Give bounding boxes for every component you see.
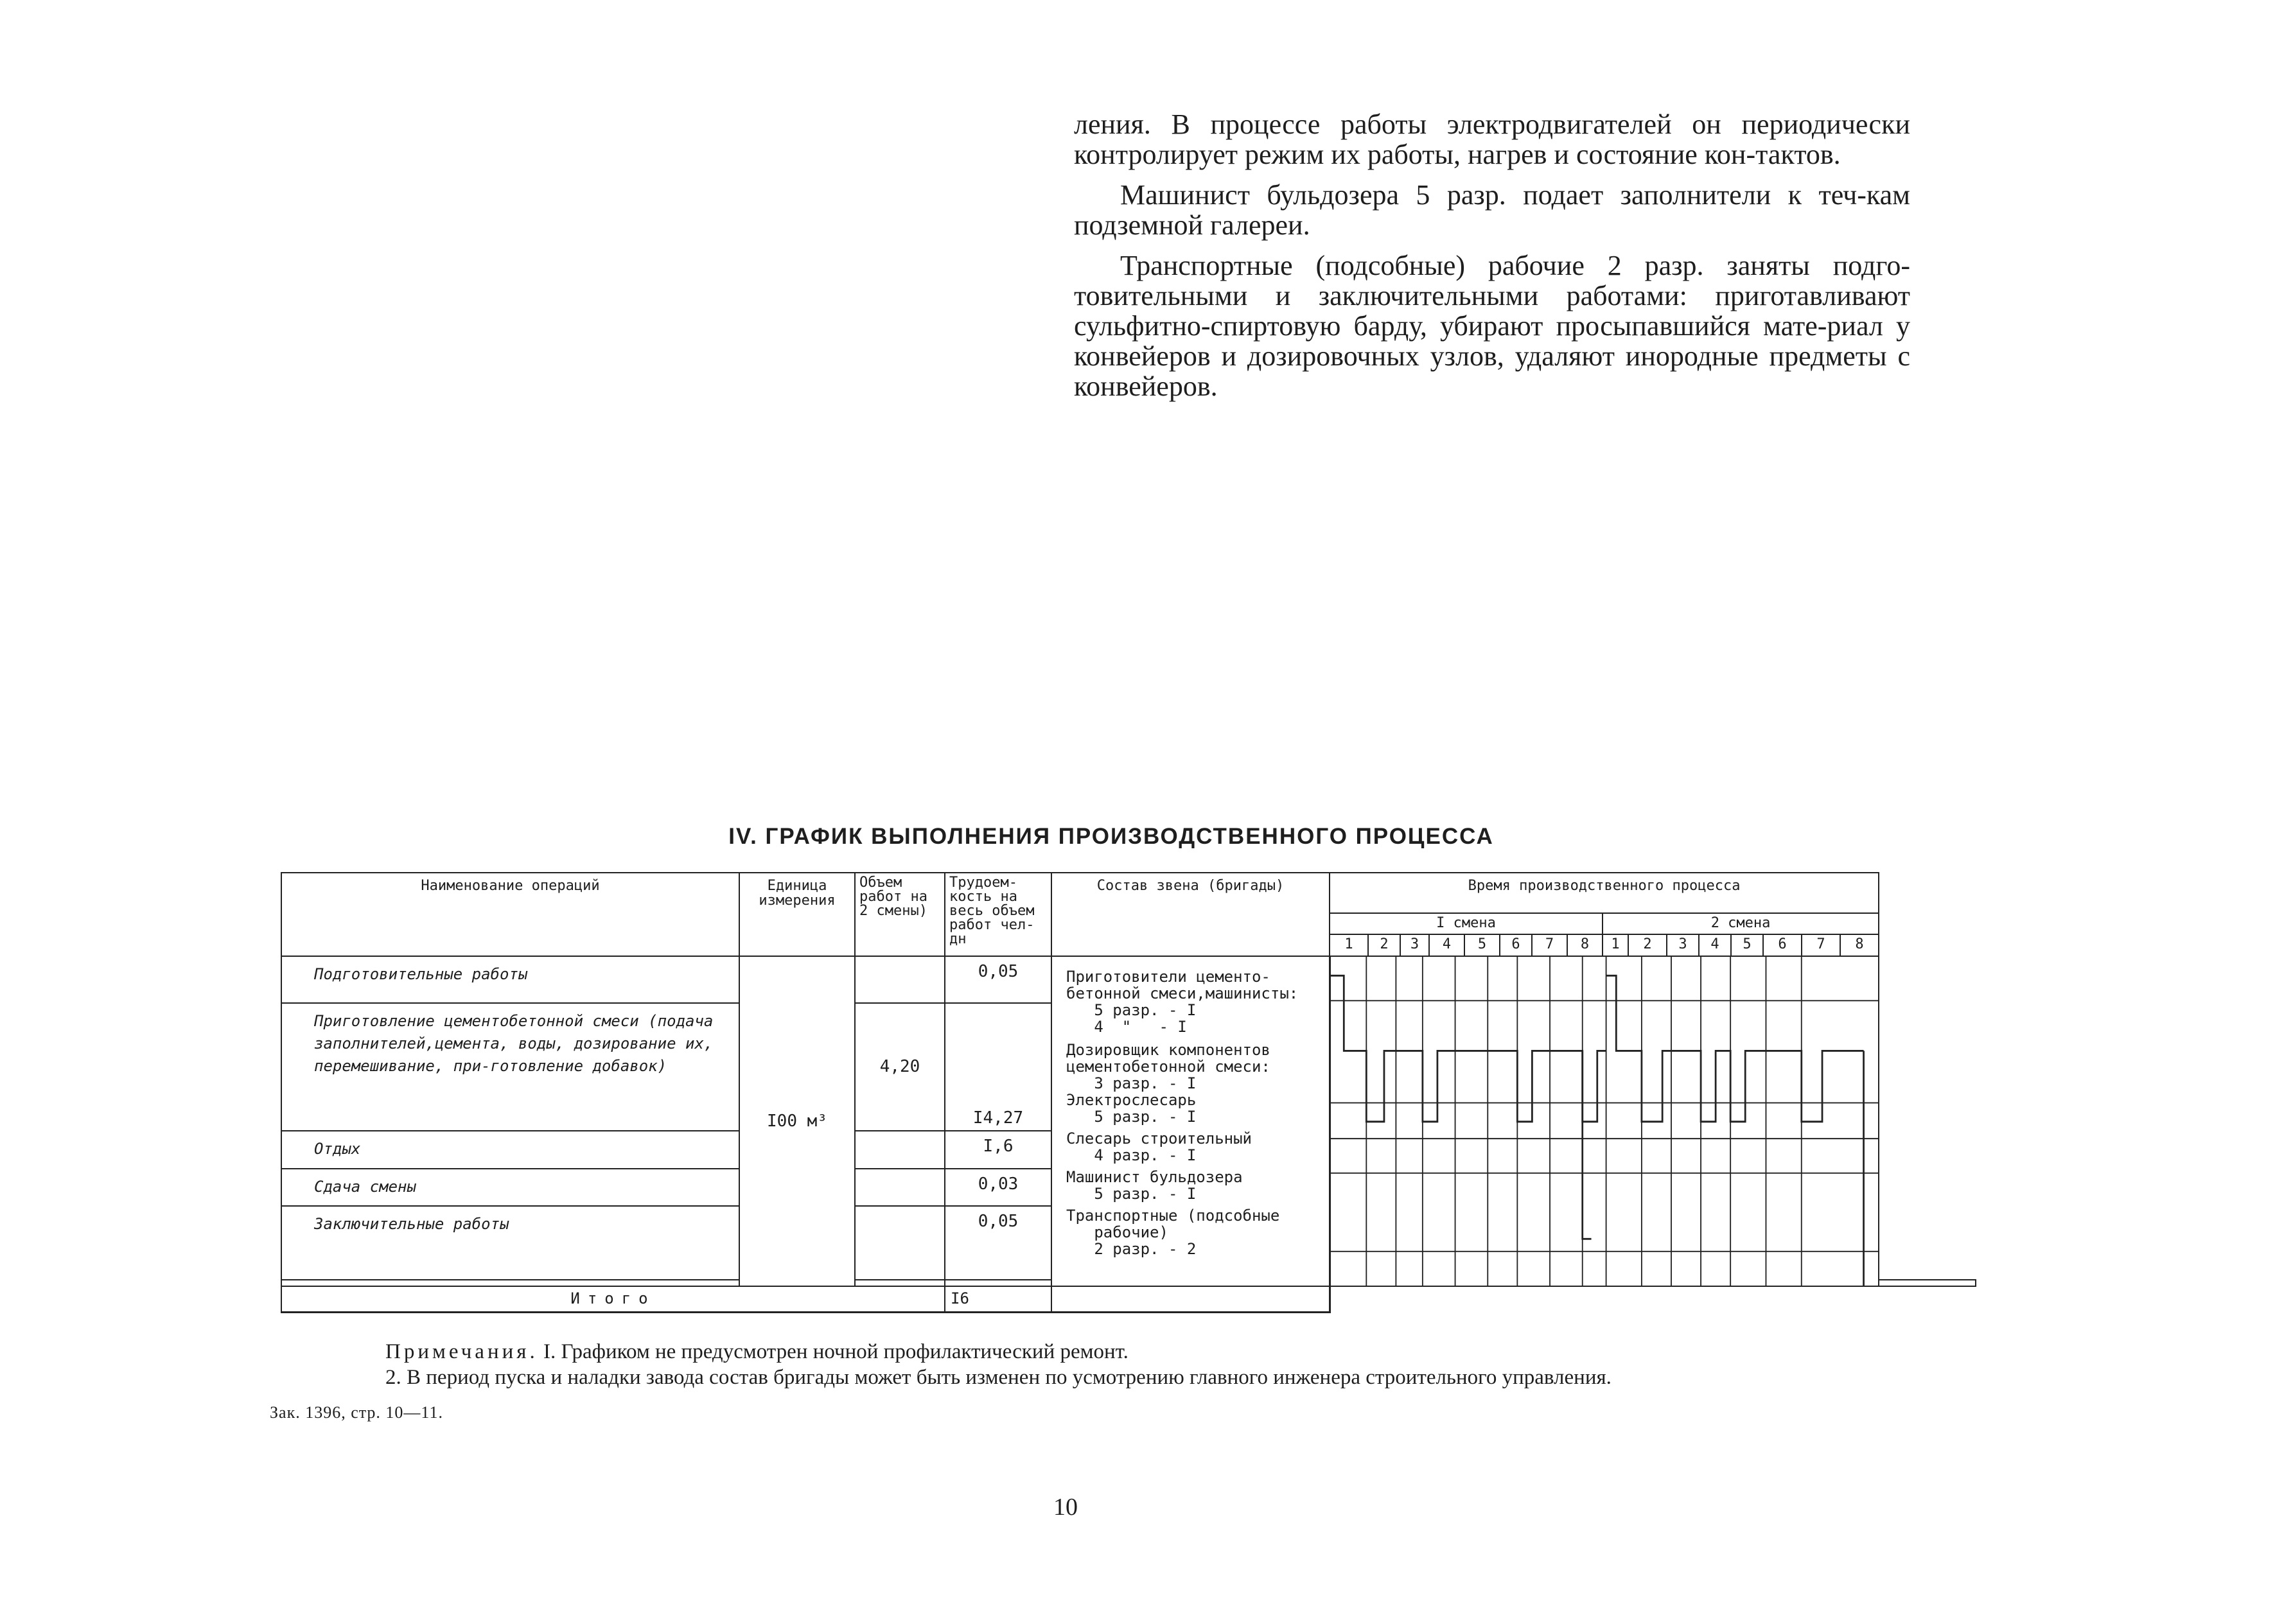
header-shift-2: 2 смена bbox=[1603, 913, 1879, 934]
header-volume: Объем работ на 2 смены) bbox=[855, 873, 945, 956]
hour-cell: 2 bbox=[1628, 934, 1667, 956]
section-title: IV. ГРАФИК ВЫПОЛНЕНИЯ ПРОИЗВОДСТВЕННОГО ПРОЦЕССА bbox=[728, 824, 1494, 849]
total-label: Итого bbox=[281, 1286, 945, 1312]
gantt-bars bbox=[1331, 975, 1872, 1286]
table-row bbox=[281, 956, 1976, 1003]
header-unit: Единица измерения bbox=[739, 873, 855, 956]
hour-cell: 1 bbox=[1603, 934, 1628, 956]
volume-cell-empty bbox=[855, 1169, 945, 1206]
gantt-grid bbox=[1331, 957, 1879, 1286]
labor-cell: 0,03 bbox=[945, 1169, 1051, 1206]
operation-cell: Сдача смены bbox=[281, 1169, 739, 1206]
operation-cell: Отдых bbox=[281, 1131, 739, 1169]
crew-line: Слесарь строительный bbox=[1066, 1129, 1252, 1148]
crew-line: 5 разр. - I bbox=[1066, 1107, 1197, 1126]
crew-line: 4 " - I bbox=[1066, 1017, 1187, 1036]
volume-cell: 4,20 bbox=[855, 1003, 945, 1131]
hour-cell: 2 bbox=[1368, 934, 1400, 956]
intro-text bbox=[1074, 109, 1910, 412]
header-labor: Трудоем-кость на весь объем работ чел-дн bbox=[945, 873, 1051, 956]
page-number: 10 bbox=[1053, 1494, 1078, 1521]
crew-line: Приготовители цементо- bbox=[1066, 967, 1270, 986]
crew-line: 5 разр. - I bbox=[1066, 1000, 1197, 1019]
crew-line: бетонной смеси,машинисты: bbox=[1066, 984, 1299, 1002]
total-row bbox=[281, 1286, 1976, 1312]
hour-cell: 4 bbox=[1429, 934, 1464, 956]
notes bbox=[385, 1339, 1953, 1390]
unit-cell: I00 м³ bbox=[739, 956, 855, 1287]
volume-cell-empty bbox=[855, 1131, 945, 1169]
hour-cell: 7 bbox=[1532, 934, 1567, 956]
note-1: I. Графиком не предусмотрен ночной профилактический ремонт. bbox=[543, 1340, 1129, 1363]
schedule-table bbox=[281, 872, 1976, 1313]
crew-line: Транспортные (подсобные bbox=[1066, 1206, 1280, 1225]
crew-line: 4 разр. - I bbox=[1066, 1146, 1197, 1164]
labor-cell: I,6 bbox=[945, 1131, 1051, 1169]
header-crew: Состав звена (бригады) bbox=[1051, 873, 1330, 956]
crew-line: 2 разр. - 2 bbox=[1066, 1239, 1197, 1258]
intro-paragraph-2: Машинист бульдозера 5 разр. подает заполнители к теч-кам подземной галереи. bbox=[1074, 179, 1910, 241]
labor-cell: I4,27 bbox=[945, 1003, 1051, 1131]
intro-paragraph-1: ления. В процессе работы электродвигателей он периодически контролирует режим их работы, нагрев и состояние кон-тактов. bbox=[1074, 109, 1910, 170]
volume-cell-empty bbox=[855, 956, 945, 1003]
header-shift-1: I смена bbox=[1330, 913, 1603, 934]
header-time: Время производственного процесса bbox=[1330, 873, 1879, 913]
total-gantt-empty bbox=[1330, 1286, 1879, 1312]
crew-line: Машинист бульдозера bbox=[1066, 1167, 1243, 1186]
header-operation: Наименование операций bbox=[281, 873, 739, 956]
operation-cell: Подготовительные работы bbox=[281, 956, 739, 1003]
volume-cell-empty bbox=[855, 1206, 945, 1280]
crew-cell bbox=[1051, 956, 1330, 1287]
crew-line: 3 разр. - I bbox=[1066, 1074, 1197, 1092]
operation-cell: Приготовление цементобетонной смеси (подача заполнителей,цемента, воды, дозирование их, перемешивание, при-готовление добавок) bbox=[281, 1003, 739, 1131]
order-reference: Зак. 1396, стр. 10—11. bbox=[270, 1403, 443, 1422]
hour-cell: 4 bbox=[1699, 934, 1731, 956]
hour-cell: 8 bbox=[1567, 934, 1603, 956]
crew-line: Электрослесарь bbox=[1066, 1090, 1197, 1109]
operation-cell: Заключительные работы bbox=[281, 1206, 739, 1280]
intro-paragraph-3: Транспортные (подсобные) рабочие 2 разр. заняты подго-товительными и заключительными работами: приготавливают сульфитно-спиртовую барду, убирают просыпавшийся мате-риал у конвейеров и дозировочных узлов, удаляют инородные предметы с конвейеров. bbox=[1074, 250, 1910, 402]
crew-line: цементобетонной смеси: bbox=[1066, 1057, 1270, 1076]
labor-cell: 0,05 bbox=[945, 956, 1051, 1003]
total-value: I6 bbox=[945, 1286, 1051, 1312]
hour-cell: 8 bbox=[1840, 934, 1879, 956]
hour-cell: 6 bbox=[1500, 934, 1532, 956]
notes-label: Примечания. bbox=[385, 1340, 538, 1363]
hour-cell: 3 bbox=[1400, 934, 1429, 956]
hour-cell: 1 bbox=[1330, 934, 1368, 956]
hour-cell: 7 bbox=[1802, 934, 1840, 956]
gantt-chart bbox=[1331, 957, 1879, 1286]
crew-line: 5 разр. - I bbox=[1066, 1184, 1197, 1203]
crew-line: рабочие) bbox=[1066, 1223, 1168, 1241]
gantt-area bbox=[1330, 956, 1879, 1287]
crew-line: Дозировщик компонентов bbox=[1066, 1040, 1270, 1059]
hour-cell: 5 bbox=[1731, 934, 1763, 956]
total-crew-empty bbox=[1051, 1286, 1330, 1312]
labor-cell: 0,05 bbox=[945, 1206, 1051, 1280]
hour-cell: 5 bbox=[1464, 934, 1500, 956]
hour-cell: 6 bbox=[1763, 934, 1802, 956]
note-2: 2. В период пуска и наладки завода состав бригады может быть изменен по усмотрению главного инженера строительного управления. bbox=[385, 1366, 1612, 1389]
hour-cell: 3 bbox=[1667, 934, 1699, 956]
